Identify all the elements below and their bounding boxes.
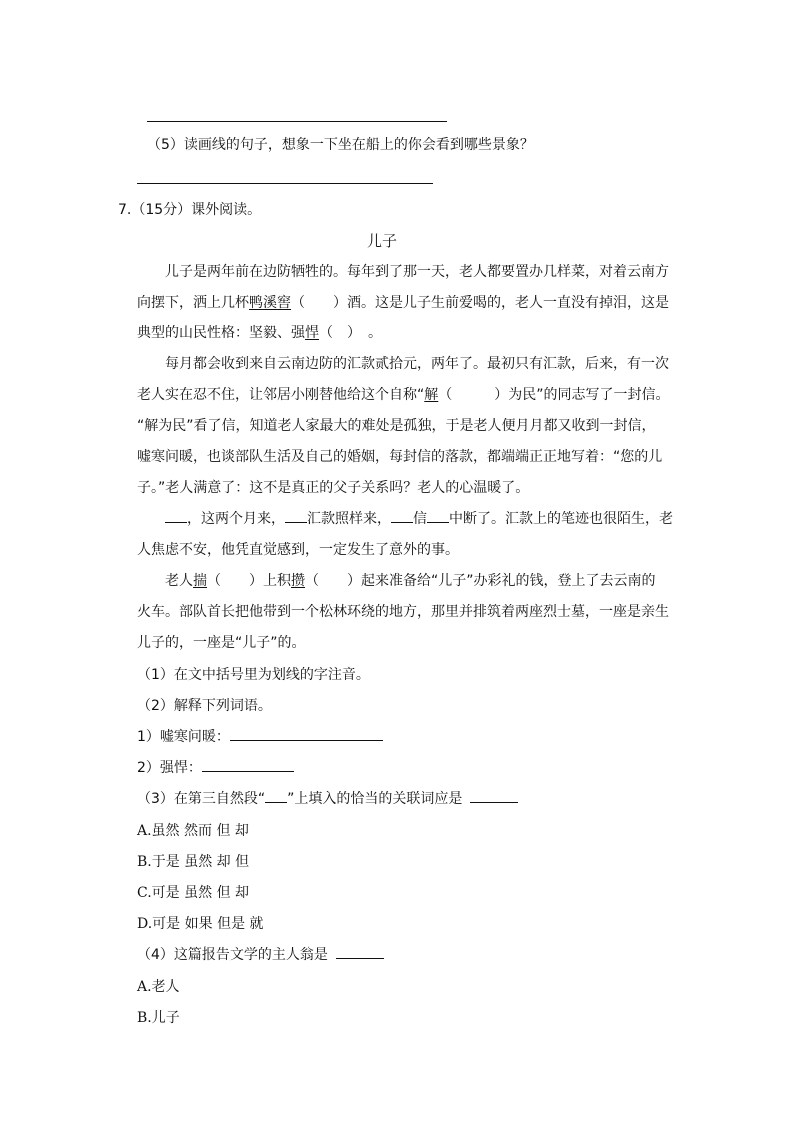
p3-line1 bbox=[165, 508, 673, 528]
option-a[interactable]: A.虽然 然而 但 却 bbox=[137, 823, 249, 839]
p1-line2 bbox=[137, 292, 669, 312]
underlined-word: 悍 bbox=[305, 325, 319, 341]
option-c[interactable]: C.可是 虽然 但 却 bbox=[137, 885, 250, 901]
answer-blank[interactable] bbox=[336, 944, 384, 959]
text: （3）在第三自然段“ bbox=[137, 791, 266, 807]
fill-blank bbox=[265, 788, 287, 803]
text: （4）这篇报告文学的主人翁是 bbox=[137, 947, 328, 963]
fill-blank[interactable] bbox=[285, 508, 307, 523]
p2-line4: 嘘寒问暖，也谈部队生活及自己的婚姻，每封信的落款，都端端正正地写着：“您的儿 bbox=[137, 449, 663, 465]
text: 1）嘘寒问暖： bbox=[137, 729, 230, 745]
p2-line1: 每月都会收到来自云南边防的汇款贰拾元，两年了。最初只有汇款，后来，有一次 bbox=[165, 356, 669, 372]
p2-line2 bbox=[137, 384, 670, 404]
text: （ ）酒。这是儿子生前爱喝的，老人一直没有掉泪，这是 bbox=[291, 295, 669, 311]
answer-line[interactable] bbox=[147, 121, 447, 122]
p2-line3: “解为民”看了信，知道老人家最大的难处是孤独，于是老人便月月都又收到一封信， bbox=[137, 418, 656, 434]
q6-sub5: （5）读画线的句子，想象一下坐在船上的你会看到哪些景象？ bbox=[147, 137, 534, 153]
fill-blank[interactable] bbox=[165, 508, 187, 523]
text: （ ）为民”的同志写了一封信。 bbox=[438, 387, 670, 403]
p2-line5: 子。”老人满意了：这不是真正的父子关系吗？老人的心温暖了。 bbox=[137, 480, 530, 496]
q7-header: 7.（15分）课外阅读。 bbox=[118, 202, 262, 218]
option-b[interactable]: B.儿子 bbox=[137, 1010, 180, 1026]
underlined-word: 揣 bbox=[193, 573, 207, 589]
fill-blank[interactable] bbox=[427, 508, 449, 523]
sub-q4 bbox=[137, 944, 384, 964]
p4-line1 bbox=[165, 570, 656, 590]
text: 老人 bbox=[165, 573, 193, 589]
sub-q2-item1 bbox=[137, 726, 383, 746]
option-b[interactable]: B.于是 虽然 却 但 bbox=[137, 854, 250, 870]
text: （ ） 。 bbox=[319, 325, 382, 341]
sub-q2-item2 bbox=[137, 757, 294, 777]
passage-title: 儿子 bbox=[367, 232, 398, 250]
underlined-word: 解 bbox=[424, 387, 439, 403]
p4-line2: 火车。部队首长把他带到一个松林环绕的地方，那里并排筑着两座烈士墓，一座是亲生 bbox=[137, 604, 669, 620]
fill-blank[interactable] bbox=[391, 508, 413, 523]
text: 中断了。汇款上的笔迹也很陌生，老 bbox=[449, 511, 673, 527]
p1-line1: 儿子是两年前在边防牺牲的。每年到了那一天，老人都要置办几样菜，对着云南方 bbox=[165, 264, 669, 280]
text: （ ）起来准备给“儿子”办彩礼的钱，登上了去云南的 bbox=[305, 573, 656, 589]
text: ”上填入的恰当的关联词应是 bbox=[287, 791, 463, 807]
answer-blank[interactable] bbox=[202, 757, 294, 772]
p3-line2: 人焦虑不安，他凭直觉感到，一定发生了意外的事。 bbox=[137, 542, 459, 558]
text: （ ）上积 bbox=[207, 573, 291, 589]
p4-line3: 儿子的，一座是“儿子”的。 bbox=[137, 635, 306, 651]
underlined-word: 鸭溪窖 bbox=[249, 295, 291, 311]
text: 汇款照样来， bbox=[307, 511, 391, 527]
option-a[interactable]: A.老人 bbox=[137, 979, 180, 995]
text: 信 bbox=[413, 511, 427, 527]
sub-q2: （2）解释下列词语。 bbox=[137, 698, 272, 714]
answer-blank[interactable] bbox=[230, 726, 383, 741]
underlined-word: 攒 bbox=[291, 573, 305, 589]
sub-q1: （1）在文中括号里为划线的字注音。 bbox=[137, 667, 370, 683]
text: 向摆下，洒上几杯 bbox=[137, 295, 249, 311]
p1-line3 bbox=[137, 322, 382, 342]
text: 典型的山民性格：坚毅、强 bbox=[137, 325, 305, 341]
answer-blank[interactable] bbox=[470, 788, 518, 803]
text: 2）强悍： bbox=[137, 760, 202, 776]
text: 老人实在忍不住，让邻居小刚替他给这个自称“ bbox=[137, 387, 425, 403]
text: ，这两个月来， bbox=[187, 511, 285, 527]
sub-q3 bbox=[137, 788, 518, 808]
option-d[interactable]: D.可是 如果 但是 就 bbox=[137, 916, 264, 932]
answer-line[interactable] bbox=[137, 183, 433, 184]
